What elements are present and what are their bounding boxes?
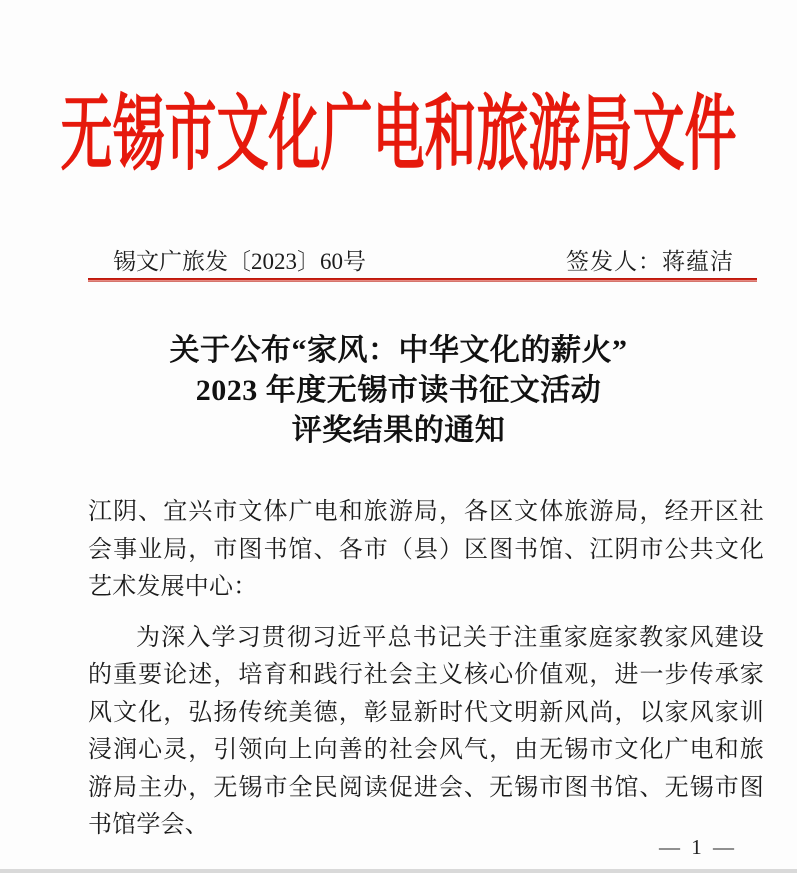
doc-info-row [113,243,734,276]
notice-title [0,331,797,451]
notice-title-line-2: 2023 年度无锡市读书征文活动 [195,374,602,407]
notice-title-line-1: 关于公布“家风：中华文化的薪火” [169,334,628,367]
signer [566,243,734,276]
red-divider-rule [88,278,757,282]
page-number: — 1 — [659,835,737,859]
signer-name: 蒋蕴洁 [662,249,734,274]
scan-bottom-edge [0,869,797,873]
body-paragraph: 为深入学习贯彻习近平总书记关于注重家庭家教家风建设的重要论述，培育和践行社会主义核心价值观，进一步传承家风文化，弘扬传统美德，彰显新时代文明新风尚，以家风家训浸润心灵，引领向上向善的社会风气，由无锡市文化广电和旅游局主办，无锡市全民阅读促进会、无锡市图书馆、无锡市图书馆学会、 [88,624,764,838]
signer-label: 签发人： [566,249,662,274]
notice-title-line-3: 评奖结果的通知 [291,414,506,447]
red-letterhead-title: 无锡市文化广电和旅游局文件 [60,90,737,181]
recipients-paragraph: 江阴、宜兴市文体广电和旅游局，各区文体旅游局，经开区社会事业局，市图书馆、各市（县）区图书馆、江阴市公共文化艺术发展中心： [88,499,764,600]
document-number: 锡文广旅发〔2023〕60号 [113,249,366,274]
notice-body [88,494,764,845]
